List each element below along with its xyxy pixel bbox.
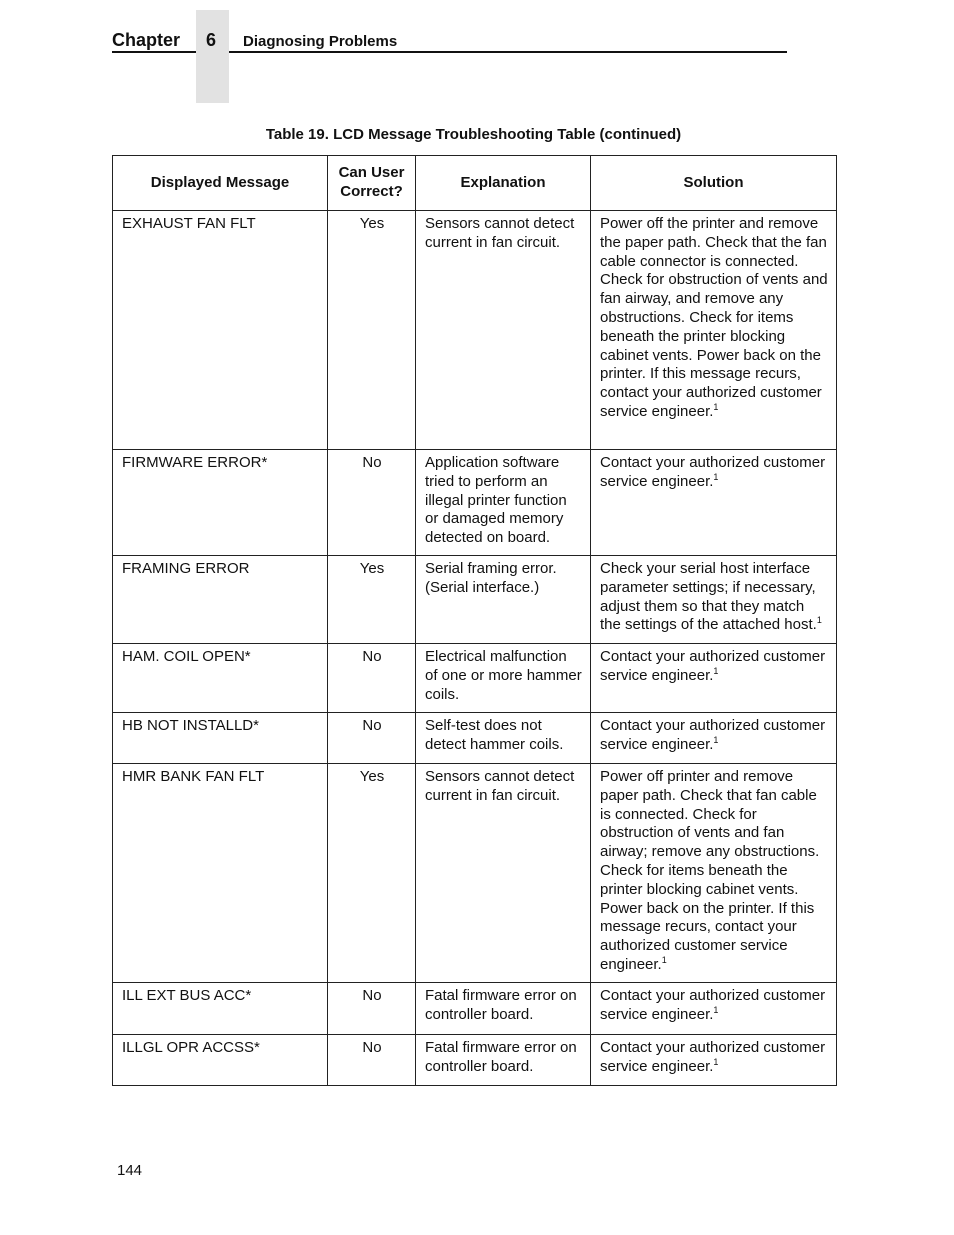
footnote-marker: 1 — [713, 1056, 719, 1067]
solution-cell: Contact your authorized customer service engineer.$^1$ — [591, 713, 837, 764]
chapter-tab — [196, 10, 229, 103]
header-rule-right — [229, 51, 787, 53]
table-row — [113, 764, 837, 983]
explanation-cell: Sensors cannot detect current in fan circuit. — [416, 764, 591, 983]
footnote-marker: 1 — [713, 665, 719, 676]
displayed-message-cell: HMR BANK FAN FLT — [113, 764, 328, 983]
can-user-correct-cell: Yes — [328, 764, 416, 983]
chapter-label: Chapter — [112, 30, 181, 50]
can-user-correct-cell: No — [328, 644, 416, 713]
explanation-cell: Sensors cannot detect current in fan circuit. — [416, 211, 591, 450]
displayed-message-cell: EXHAUST FAN FLT — [113, 211, 328, 450]
explanation-cell: Electrical malfunction of one or more hammer coils. — [416, 644, 591, 713]
solution-cell: Contact your authorized customer service engineer.$^1$ — [591, 450, 837, 556]
header-rule-left — [112, 51, 196, 53]
displayed-message-cell: HAM. COIL OPEN* — [113, 644, 328, 713]
column-header-displayed-message: Displayed Message — [113, 156, 328, 211]
explanation-cell: Self-test does not detect hammer coils. — [416, 713, 591, 764]
table-row — [113, 556, 837, 644]
solution-cell: Power off printer and remove paper path. Check that fan cable is connected. Check for obstruction of vents and fan airway; remove any obstructions. Check for items beneath the printer blocking cabinet vents. Power back on the printer. If this message recurs, contact your authorized customer service engineer.$^1$ — [591, 764, 837, 983]
table-caption: Table 19. LCD Message Troubleshooting Table (continued) — [265, 126, 682, 143]
table-row — [113, 983, 837, 1035]
column-header-can-user-correct: Can User Correct? — [328, 156, 416, 211]
table-row — [113, 713, 837, 764]
displayed-message-cell: HB NOT INSTALLD* — [113, 713, 328, 764]
can-user-correct-cell: Yes — [328, 211, 416, 450]
footnote-marker: 1 — [661, 954, 667, 965]
solution-cell: Power off the printer and remove the paper path. Check that the fan cable connector is connected. Check for obstruction of vents and fan airway, and remove any obstructions. Check for items beneath the printer blocking cabinet vents. Power back on the printer. If this message recurs, contact your authorized customer service engineer.$^1$ — [591, 211, 837, 450]
table-row — [113, 644, 837, 713]
column-header-solution: Solution — [591, 156, 837, 211]
can-user-correct-cell: No — [328, 450, 416, 556]
can-user-correct-cell: Yes — [328, 556, 416, 644]
can-user-correct-cell: No — [328, 1035, 416, 1086]
explanation-cell: Application software tried to perform an illegal printer function or damaged memory detected on board. — [416, 450, 591, 556]
explanation-cell: Fatal firmware error on controller board. — [416, 983, 591, 1035]
footnote-marker: 1 — [713, 471, 719, 482]
solution-cell: Contact your authorized customer service engineer.$^1$ — [591, 1035, 837, 1086]
table-row — [113, 450, 837, 556]
displayed-message-cell: ILL EXT BUS ACC* — [113, 983, 328, 1035]
table-row — [113, 211, 837, 450]
chapter-number: 6 — [206, 30, 217, 50]
section-title: Diagnosing Problems — [243, 33, 398, 50]
solution-cell: Contact your authorized customer service engineer.$^1$ — [591, 983, 837, 1035]
explanation-cell: Fatal firmware error on controller board. — [416, 1035, 591, 1086]
footnote-marker: 1 — [816, 615, 822, 626]
column-header-explanation: Explanation — [416, 156, 591, 211]
footnote-marker: 1 — [713, 1004, 719, 1015]
displayed-message-cell: FRAMING ERROR — [113, 556, 328, 644]
footnote-marker: 1 — [713, 401, 719, 412]
solution-cell: Contact your authorized customer service engineer.$^1$ — [591, 644, 837, 713]
displayed-message-cell: ILLGL OPR ACCSS* — [113, 1035, 328, 1086]
explanation-cell: Serial framing error. (Serial interface.) — [416, 556, 591, 644]
can-user-correct-cell: No — [328, 713, 416, 764]
displayed-message-cell: FIRMWARE ERROR* — [113, 450, 328, 556]
solution-cell: Check your serial host interface parameter settings; if necessary, adjust them so that they match the settings of the attached host.$^1$ — [591, 556, 837, 644]
page-number: 144 — [117, 1162, 143, 1179]
lcd-message-table — [112, 155, 837, 1086]
table-row — [113, 1035, 837, 1086]
can-user-correct-cell: No — [328, 983, 416, 1035]
table-header-row — [113, 156, 837, 211]
footnote-marker: 1 — [713, 734, 719, 745]
